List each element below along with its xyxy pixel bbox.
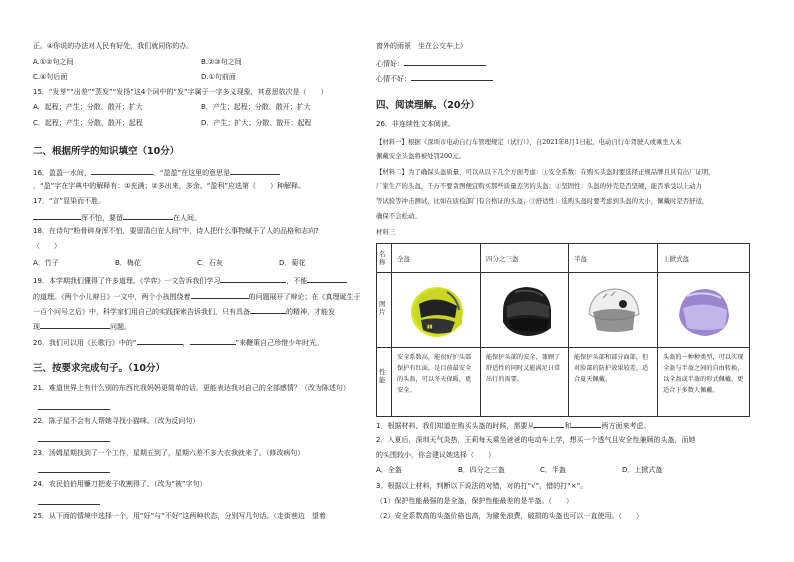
right-column	[376, 0, 766, 562]
q15-stem: 15．“发芽”“出差”“蒸发”“发扬”这4个词中的“发”字属于一字多义现象，其意思依次是（ ）	[33, 88, 328, 96]
desc-half: 能保护头部和部分面部，但对脸部的防护效果较差，适合夏天佩戴。	[574, 354, 649, 383]
q25-stem: 25．从下面的情境中选择一个，用“好”与“不好”这两种状态，分别写几句话。（走街巷边 望着	[33, 512, 326, 520]
flip-helmet-image	[673, 284, 733, 340]
desc-three-quarter: 能保护头部的安全，兼顾了舒适性的同时又能满足日常出行的需要。	[486, 354, 561, 383]
material-1-line-2: 佩戴安全头盔将被处罚200元。	[376, 152, 465, 160]
q17-line: 浑不怕，要留 在人间。	[33, 212, 201, 223]
half-helmet-image	[583, 284, 643, 340]
q17-blank[interactable]	[33, 212, 81, 220]
q16-blank-2[interactable]	[230, 167, 280, 175]
q14-option-a: A.①②句之间	[33, 58, 74, 66]
material-2-line-2: 厂家生产的头盔，千万不要贪图便宜购买那些质量差劣的头盔；②坚固性：头盔的外壳是否坚硬，能否承受以上动力	[376, 182, 702, 190]
q19-line-1: 19．本学期我们懂得了许多道理。《学弈》一文告诉我们学习 ，不能	[33, 275, 347, 286]
q14-option-c: C.④句后面	[33, 73, 68, 81]
q19-blank-4[interactable]	[250, 306, 286, 314]
q21-answer-line[interactable]	[38, 409, 110, 410]
q18-stem: 18．在诗句“粉骨碎身浑不怕，要留清白在人间”中，诗人把什么事物赋予了人的品格和志向?	[33, 227, 319, 235]
q18-option-c: C．石灰	[197, 259, 223, 267]
mood-bad: 心情不好：	[376, 73, 493, 84]
mood-bad-blank[interactable]	[411, 73, 493, 81]
q15-option-c: C．起程；产生；分散、散开；起程	[33, 119, 143, 127]
q17-stem: 17．“言”显染而不胜。	[33, 197, 106, 205]
reading-q2-line-2: 的头围较小，你会建议她选择（ ）	[376, 451, 495, 459]
q19-line-4: 现 问题。	[33, 323, 131, 331]
left-column	[33, 0, 363, 562]
material-2-line-1: 【材料二】为了确保头盔质量，可以从以下几个方面考虑：①安全系数：在购买头盔时要选择正规品牌且具有出厂证明，	[376, 168, 715, 176]
q20-blank-2[interactable]	[190, 337, 236, 345]
q20-line: 20．我们可以用《长歌行》中的“ ， ”来鞭策自己珍惜少年时光。	[33, 339, 324, 347]
q18-option-a: A．竹子	[33, 259, 59, 267]
material-3-label: 材料三	[376, 228, 396, 236]
q17-blank-2[interactable]	[123, 212, 173, 220]
desc-full: 安全系数高，能很好护头部保护有红面，是目前最安全的头盔，可以冬天保暖，更安全。	[397, 354, 472, 394]
q22-stem: 22．陈子星不会有人帮她寻找小猫咪。（改为反问句）	[33, 417, 200, 425]
helmet-table	[376, 243, 750, 417]
q24-answer-line[interactable]	[38, 504, 100, 505]
q22-answer-line[interactable]	[38, 441, 110, 442]
q25-scene: 窗外的雨景 坐在公交车上）	[376, 42, 467, 50]
reading-q3-1: （1）保护性能最强的是全盔，保护性能最差的是半盔。（ ）	[376, 497, 573, 505]
q18-paren: （ ）	[33, 242, 61, 250]
full-helmet-image	[407, 280, 467, 340]
section3-title: 三、按要求完成句子。（10分）	[33, 363, 165, 374]
q15-option-d: D．产生；扩大；分散、散开；起程	[201, 119, 312, 127]
svg-text:▮▮: ▮▮	[427, 324, 433, 330]
reading-q2-option-d: D．上掀式盔	[622, 466, 663, 474]
mood-good: 心情好：	[376, 58, 486, 69]
col-name-flip: 上掀式盔	[663, 255, 689, 263]
reading-q1: 1．根据材料，我们知道在购买头盔的时候，需要从 和 两方面来考虑。	[376, 422, 651, 430]
reading-q2-option-a: A．全盔	[376, 466, 402, 474]
q15-option-b: B．产生；起程；分散、散开；扩大	[201, 103, 311, 111]
material-1-line-1: 【材料一】根据《深圳市电动自行车管理规定（试行）》，自2021年8月1日起，电动自行车驾驶人或乘坐人未	[376, 138, 682, 146]
q16-blank[interactable]	[91, 167, 153, 175]
q19-blank-1[interactable]	[220, 275, 286, 283]
reading-q1-blank-2[interactable]	[571, 420, 601, 428]
q23-stem: 23．汤姆星期找到了一个工作，星期五到了，星期六差不多大衣我就来了。（修改病句）	[33, 449, 305, 457]
three-quarter-helmet-image	[497, 282, 555, 340]
q16-line: 16．盈盈一水间， 。“盈盈”在这里的意思是	[33, 167, 280, 178]
desc-flip: 头盔的一种种类型，可以实现全盔与半盔之间的自由转换，以全盔或半盔的形式佩戴，更适合于多数人佩戴。	[663, 354, 744, 394]
col-name-half: 半盔	[574, 255, 587, 263]
reading-q1-blank-1[interactable]	[534, 420, 564, 428]
q18-option-d: D．菊花	[279, 259, 306, 267]
q26-stem: 26．非连续性文本阅读。	[376, 120, 455, 128]
q14-option-b: B.②③句之间	[201, 58, 242, 66]
q23-answer-line[interactable]	[38, 472, 110, 473]
q24-stem: 24．农民伯伯用镰刀把麦子收割得了。（改为“被”字句）	[33, 480, 207, 488]
col-name-full: 全盔	[397, 255, 410, 263]
q15-option-a: A．起程；产生；分散、散开；扩大	[33, 103, 143, 111]
q16-cont: ，“盈”字在字典中的解释有：①充满；②多出来，多余。“盈利”应选第（ ）种解释。	[33, 182, 306, 190]
q21-stem: 21．难道世界上有什么别的东西比我妈妈更简单的话，更能表达我对自己的全部感情？（改为陈述句）	[33, 384, 350, 392]
section2-title: 二、根据所学的知识填空（10分）	[33, 146, 180, 157]
reading-q3-stem: 3．根据以上材料，判断以下说法的对错，对的打“√”，错的打“×”。	[376, 482, 588, 490]
material-2-line-3: 等试验等冲击测试，比如在质检部门有合格证的头盔；③舒适性：选购头盔时要考虑到头盔的大小，佩戴时是否舒适，	[376, 197, 709, 205]
q19-blank-2[interactable]	[307, 275, 347, 283]
row-head-pic: 图片	[379, 300, 386, 316]
material-2-line-4: 确保不会松动。	[376, 212, 421, 220]
q19-line-3: 一百个问号之后》中，科学家们用自己的实践探索告诉我们，只有具备 的精神，才能发	[33, 308, 335, 316]
reading-q3-2: （2）安全系数高的头盔价格也高，为避免浪费，破损的头盔也可以一直使用。（ ）	[376, 512, 643, 520]
q18-option-b: B．梅花	[115, 259, 141, 267]
q20-blank-1[interactable]	[137, 337, 183, 345]
q19-blank-3[interactable]	[191, 291, 249, 299]
reading-q2-option-c: C．半盔	[540, 466, 566, 474]
row-head-desc: 性能	[379, 368, 386, 384]
q14-option-d: D.①句前面	[201, 73, 236, 81]
mood-good-blank[interactable]	[404, 58, 486, 66]
reading-q2-option-b: B．四分之三盔	[458, 466, 505, 474]
reading-q2-line-1: 2．入夏后，深圳天气炎热，王莉每天乘坐爸爸的电动车上学，想买一个透气且安全性兼顾的头盔，而她	[376, 436, 696, 444]
q19-blank-5[interactable]	[40, 321, 110, 329]
section4-title: 四、阅读理解。（20分）	[376, 100, 480, 111]
col-name-three-quarter: 四分之三盔	[486, 255, 519, 263]
q19-line-2: 的道理。《两个小儿辩日》一文中，两个小孩围绕着 的问题展开了辩论；在《真理诞生于	[33, 293, 361, 301]
row-head-name: 名称	[379, 250, 386, 266]
intro-line: 正。④你说的办法对人民有好处，我们就同你的办。	[33, 42, 194, 50]
